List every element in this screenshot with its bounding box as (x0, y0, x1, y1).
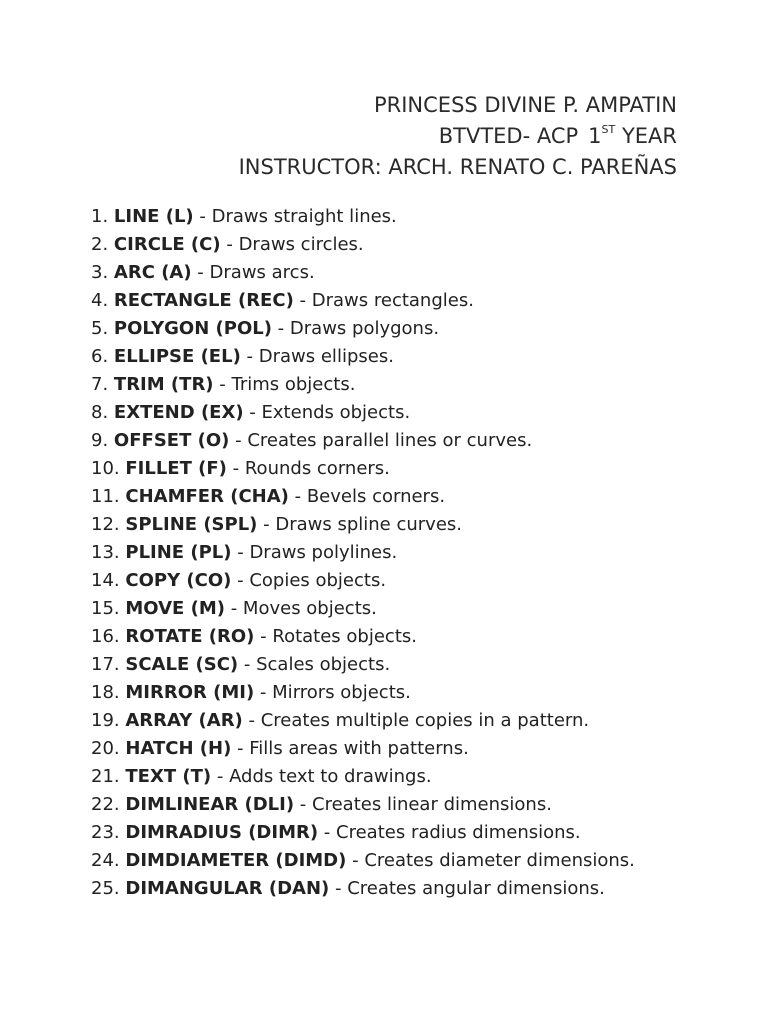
command-description: Rotates objects. (272, 626, 417, 647)
command-name: COPY (CO) (125, 570, 232, 591)
item-number: 24. (91, 850, 120, 871)
list-item: 1. LINE (L) - Draws straight lines. (91, 206, 397, 227)
item-number: 2. (91, 234, 109, 255)
year-word: YEAR (621, 124, 677, 148)
instructor-line: INSTRUCTOR: ARCH. RENATO C. PAREÑAS (238, 155, 677, 179)
command-description: Creates radius dimensions. (336, 822, 581, 843)
item-number: 11. (91, 486, 120, 507)
item-number: 9. (91, 430, 109, 451)
list-item: 12. SPLINE (SPL) - Draws spline curves. (91, 514, 463, 535)
item-number: 17. (91, 654, 120, 675)
command-description: Draws ellipses. (258, 346, 394, 367)
item-number: 4. (91, 290, 109, 311)
year-number: 1 (588, 124, 602, 148)
item-number: 3. (91, 262, 109, 283)
list-item: 6. ELLIPSE (EL) - Draws ellipses. (91, 346, 394, 367)
item-number: 8. (91, 402, 109, 423)
command-name: SPLINE (SPL) (125, 514, 258, 535)
list-item: 23. DIMRADIUS (DIMR) - Creates radius dimensions. (91, 822, 581, 843)
list-item: 3. ARC (A) - Draws arcs. (91, 262, 315, 283)
item-number: 12. (91, 514, 120, 535)
command-name: FILLET (F) (125, 458, 227, 479)
command-name: CIRCLE (C) (113, 234, 221, 255)
command-description: Bevels corners. (306, 486, 446, 507)
command-name: OFFSET (O) (113, 430, 230, 451)
command-description: Draws polylines. (249, 542, 398, 563)
command-description: Creates angular dimensions. (347, 878, 605, 899)
list-item: 19. ARRAY (AR) - Creates multiple copies in a pattern. (91, 710, 590, 731)
list-item: 17. SCALE (SC) - Scales objects. (91, 654, 391, 675)
command-name: ELLIPSE (EL) (113, 346, 241, 367)
item-number: 10. (91, 458, 120, 479)
command-name: MIRROR (MI) (125, 682, 255, 703)
command-name: ARC (A) (113, 262, 192, 283)
command-name: DIMDIAMETER (DIMD) (125, 850, 347, 871)
item-number: 22. (91, 794, 120, 815)
item-number: 18. (91, 682, 120, 703)
year-suffix: ST (601, 123, 616, 136)
item-number: 21. (91, 766, 120, 787)
list-item: 15. MOVE (M) - Moves objects. (91, 598, 377, 619)
command-description: Moves objects. (242, 598, 377, 619)
list-item: 24. DIMDIAMETER (DIMD) - Creates diameter dimensions. (91, 850, 635, 871)
command-description: Adds text to drawings. (229, 766, 432, 787)
item-number: 25. (91, 878, 120, 899)
list-item: 11. CHAMFER (CHA) - Bevels corners. (91, 486, 446, 507)
command-name: ROTATE (RO) (125, 626, 255, 647)
command-description: Fills areas with patterns. (249, 738, 469, 759)
command-description: Creates multiple copies in a pattern. (260, 710, 590, 731)
item-number: 5. (91, 318, 109, 339)
student-name: PRINCESS DIVINE P. AMPATIN (373, 93, 677, 117)
command-name: LINE (L) (113, 206, 194, 227)
command-description: Draws polygons. (289, 318, 440, 339)
document-header (239, 90, 677, 183)
list-item: 21. TEXT (T) - Adds text to drawings. (91, 766, 432, 787)
command-description: Draws spline curves. (275, 514, 463, 535)
command-description: Draws circles. (238, 234, 364, 255)
list-item: 5. POLYGON (POL) - Draws polygons. (91, 318, 440, 339)
command-description: Extends objects. (261, 402, 411, 423)
command-description: Draws arcs. (209, 262, 315, 283)
command-name: RECTANGLE (REC) (113, 290, 294, 311)
course-label: BTVTED- ACP (438, 124, 579, 148)
command-name: POLYGON (POL) (113, 318, 272, 339)
command-description: Scales objects. (256, 654, 391, 675)
item-number: 7. (91, 374, 109, 395)
command-name: SCALE (SC) (125, 654, 239, 675)
list-item: 16. ROTATE (RO) - Rotates objects. (91, 626, 417, 647)
item-number: 23. (91, 822, 120, 843)
command-name: CHAMFER (CHA) (125, 486, 289, 507)
list-item: 4. RECTANGLE (REC) - Draws rectangles. (91, 290, 474, 311)
item-number: 16. (91, 626, 120, 647)
list-item: 8. EXTEND (EX) - Extends objects. (91, 402, 411, 423)
item-number: 19. (91, 710, 120, 731)
list-item: 14. COPY (CO) - Copies objects. (91, 570, 387, 591)
list-item: 18. MIRROR (MI) - Mirrors objects. (91, 682, 411, 703)
list-item: 13. PLINE (PL) - Draws polylines. (91, 542, 398, 563)
course-year-line (239, 121, 677, 152)
command-description: Copies objects. (249, 570, 387, 591)
command-name: HATCH (H) (125, 738, 232, 759)
command-description: Mirrors objects. (272, 682, 411, 703)
command-name: PLINE (PL) (125, 542, 232, 563)
list-item: 2. CIRCLE (C) - Draws circles. (91, 234, 364, 255)
list-item: 9. OFFSET (O) - Creates parallel lines or curves. (91, 430, 533, 451)
list-item: 7. TRIM (TR) - Trims objects. (91, 374, 356, 395)
list-item: 22. DIMLINEAR (DLI) - Creates linear dimensions. (91, 794, 552, 815)
item-number: 6. (91, 346, 109, 367)
command-description: Creates parallel lines or curves. (247, 430, 533, 451)
item-number: 15. (91, 598, 120, 619)
item-number: 14. (91, 570, 120, 591)
list-item: 10. FILLET (F) - Rounds corners. (91, 458, 390, 479)
command-list (91, 205, 691, 905)
command-name: MOVE (M) (125, 598, 225, 619)
command-description: Draws straight lines. (211, 206, 397, 227)
command-description: Trims objects. (231, 374, 356, 395)
item-number: 13. (91, 542, 120, 563)
command-name: DIMLINEAR (DLI) (125, 794, 295, 815)
command-name: ARRAY (AR) (125, 710, 243, 731)
list-item: 25. DIMANGULAR (DAN) - Creates angular dimensions. (91, 878, 605, 899)
list-item: 20. HATCH (H) - Fills areas with patterns. (91, 738, 469, 759)
command-name: DIMANGULAR (DAN) (125, 878, 330, 899)
command-name: EXTEND (EX) (113, 402, 244, 423)
command-name: TRIM (TR) (113, 374, 214, 395)
item-number: 20. (91, 738, 120, 759)
command-description: Creates diameter dimensions. (364, 850, 635, 871)
command-name: DIMRADIUS (DIMR) (125, 822, 319, 843)
item-number: 1. (91, 206, 109, 227)
command-description: Rounds corners. (244, 458, 390, 479)
command-description: Creates linear dimensions. (312, 794, 552, 815)
command-name: TEXT (T) (125, 766, 212, 787)
command-description: Draws rectangles. (311, 290, 474, 311)
